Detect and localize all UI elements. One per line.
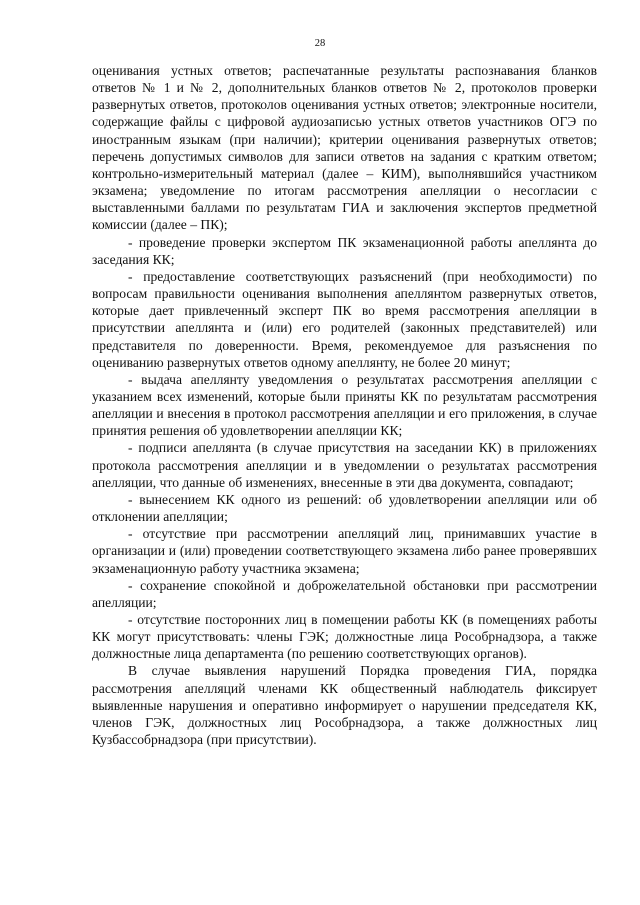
list-item-explanations: - предоставление соответствующих разъяснений (при необходимости) по вопросам правильности оценивания выполнения апеллянтом развернутых ответов, которые дает привлеченный эксперт ПК во время рассмотрения апелляции в присутствии апеллянта и (или) его родителей (законных представителей) или представителя по доверенности. Время, рекомендуемое для разъяснения по оцениванию развернутых ответов одному апеллянту, не более 20 минут; <box>92 268 597 370</box>
body-text <box>92 62 597 748</box>
list-item-decision: - вынесением КК одного из решений: об удовлетворении апелляции или об отклонении апелляции; <box>92 491 597 525</box>
page-number: 28 <box>314 38 326 49</box>
list-item-signatures: - подписи апеллянта (в случае присутствия на заседании КК) в приложениях протокола рассмотрения апелляции и в уведомлении о результатах рассмотрения апелляции, что данные об изменениях, внесенные в эти два документа, совпадают; <box>92 440 597 490</box>
paragraph-continuation: оценивания устных ответов; распечатанные результаты распознавания бланков ответов № 1 и № 2, дополнительных бланков ответов № 2, протоколов проверки развернутых ответов, протоколов оценивания устных ответов; электронные носители, содержащие файлы с цифровой аудиозаписью устных ответов участников ОГЭ по иностранным языкам (при наличии); критерии оценивания развернутых ответов; перечень допустимых символов для записи ответов на задания с кратким ответом; контрольно-измерительный материал (далее – КИМ), выполнявшийся участником экзамена; уведомление по итогам рассмотрения апелляции о несогласии с выставленными баллами по результатам ГИА и заключения экспертов предметной комиссии (далее – ПК); <box>92 63 597 233</box>
list-item-notification: - выдача апеллянту уведомления о результатах рассмотрения апелляции с указанием всех изменений, которые были приняты КК по результатам рассмотрения апелляции и внесения в протокол рассмотрения апелляции и его приложения, в случае принятия решения об удовлетворении апелляции КК; <box>92 371 597 439</box>
list-item-absence-of-participants: - отсутствие при рассмотрении апелляций лиц, принимавших участие в организации и (или) проведении соответствующего экзамена либо ранее проверявших экзаменационную работу участника экзамена; <box>92 526 597 576</box>
list-item-expert-check: - проведение проверки экспертом ПК экзаменационной работы апеллянта до заседания КК; <box>92 234 597 267</box>
paragraph-violations: В случае выявления нарушений Порядка проведения ГИА, порядка рассмотрения апелляций членами КК общественный наблюдатель фиксирует выявленные нарушения и оперативно информирует о нарушении председателя КК, членов ГЭК, должностных лиц Рособрнадзора, а также должностных лиц Кузбассобрнадзора (при присутствии). <box>92 663 597 748</box>
list-item-calm-atmosphere: - сохранение спокойной и доброжелательной обстановки при рассмотрении апелляции; <box>92 577 597 610</box>
list-item-no-outsiders: - отсутствие посторонних лиц в помещении работы КК (в помещениях работы КК могут присутствовать: члены ГЭК; должностные лица Рособрнадзора, а также должностные лица департамента (по решению соответствующих органов). <box>92 612 597 662</box>
